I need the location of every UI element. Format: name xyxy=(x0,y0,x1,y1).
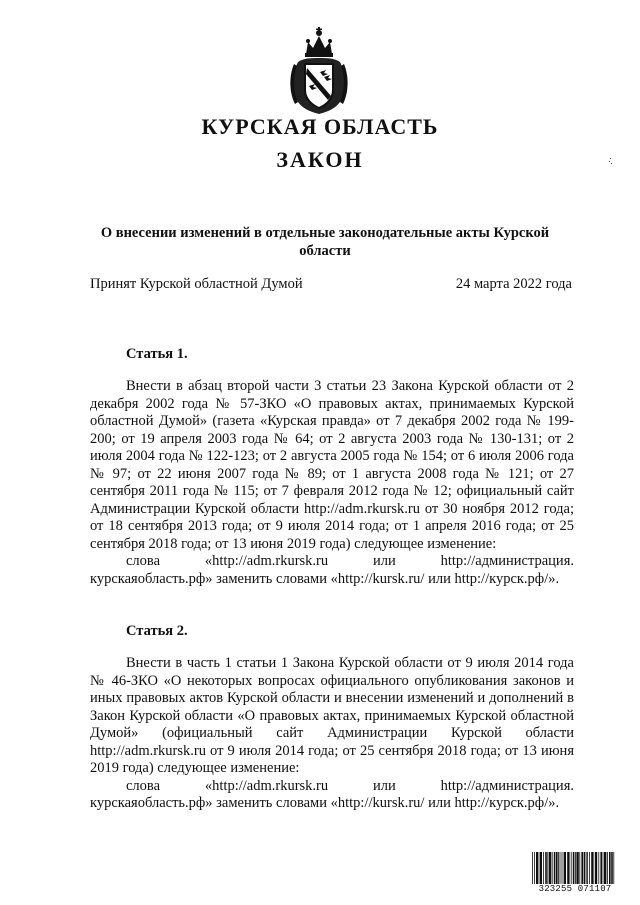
article-2-body xyxy=(90,655,574,813)
barcode-bar xyxy=(564,852,566,884)
barcode-bar xyxy=(604,852,606,884)
barcode-bar xyxy=(576,852,578,884)
article-1-body xyxy=(90,378,574,588)
barcode-bar xyxy=(589,852,590,884)
barcode-bar xyxy=(573,852,575,884)
document-type: ЗАКОН xyxy=(276,147,364,172)
article-2-paragraph-2: слова «http://adm.rkursk.ru или http://администрация. курскаяобласть.рф» заменить словами «http://kursk.ru/ или http://курск.рф/». xyxy=(90,777,574,811)
barcode-bar xyxy=(609,852,611,884)
barcode-bar xyxy=(547,852,548,884)
article-2-heading: Статья 2. xyxy=(126,623,188,639)
region-title: КУРСКАЯ ОБЛАСТЬ xyxy=(201,114,439,139)
barcode-bar xyxy=(607,852,608,884)
barcode-bar xyxy=(556,852,558,884)
barcode-bar xyxy=(536,852,538,884)
barcode-bar xyxy=(581,852,583,884)
scan-speck xyxy=(609,158,612,164)
barcode-number: 323255 071107 xyxy=(531,884,619,894)
law-title: О внесении изменений в отдельные законодательные акты Курской области xyxy=(100,225,550,259)
barcode-bar xyxy=(532,852,533,884)
barcode-bar xyxy=(587,852,588,884)
barcode-bar xyxy=(611,852,613,884)
barcode-bar xyxy=(584,852,586,884)
barcode-bar xyxy=(554,852,556,884)
barcode-bar xyxy=(571,852,572,884)
article-1-paragraph-2: слова «http://adm.rkursk.ru или http://администрация. курскаяобласть.рф» заменить словами «http://kursk.ru/ или http://курск.рф/». xyxy=(90,553,574,587)
article-1-heading: Статья 1. xyxy=(126,346,188,362)
barcode-bar xyxy=(543,852,544,884)
barcode-bar xyxy=(598,852,599,884)
barcode-bar xyxy=(595,852,597,884)
barcode-bar xyxy=(591,852,593,884)
barcode-bar xyxy=(549,852,551,884)
barcode-bar xyxy=(558,852,559,884)
barcode-bar xyxy=(586,852,587,884)
barcode-bar xyxy=(579,852,580,884)
barcode-bar xyxy=(560,852,561,884)
barcode-bar xyxy=(540,852,542,884)
barcode-bar xyxy=(552,852,553,884)
barcode-bar xyxy=(545,852,547,884)
barcode-bar xyxy=(534,852,535,884)
coat-of-arms-emblem xyxy=(288,24,350,116)
barcode-bar xyxy=(600,852,602,884)
barcode-bar xyxy=(575,852,576,884)
adopted-by: Принят Курской областной Думой xyxy=(90,276,303,292)
barcode-bar xyxy=(567,852,569,884)
barcode-bar xyxy=(562,852,563,884)
barcode-bar xyxy=(613,852,614,884)
barcode-bar xyxy=(603,852,604,884)
article-1-paragraph-1: Внести в абзац второй части 3 статьи 23 Закона Курской области от 2 декабря 2002 года № 57-ЗКО «О правовых актах, принимаемых Курской областной Думой» (газета «Курская правда» от 7 декабря 2002 года № 199-200; от 19 апреля 2003 года № 64; от 2 августа 2003 года № 130-131; от 2 июля 2004 года № 122-123; от 2 августа 2005 года № 154; от 6 июля 2006 года № 97; от 22 июня 2007 года № 89; от 1 августа 2008 года № 121; от 27 сентября 2011 года № 115; от 7 февраля 2012 года № 12; официальный сайт Администрации Курской области http://adm.rkursk.ru от 30 ноября 2012 года; от 18 сентября 2013 года; от 9 июля 2014 года; от 1 апреля 2016 года; от 25 сентября 2018 года; от 13 июня 2019 года) следующее изменение: xyxy=(90,378,574,552)
adoption-date: 24 марта 2022 года xyxy=(455,276,572,292)
article-2-paragraph-1: Внести в часть 1 статьи 1 Закона Курской области от 9 июля 2014 года № 46-ЗКО «О некоторых вопросах официального опубликования законов и иных правовых актов Курской области и внесении изменений и дополнений в Закон Курской области «О правовых актах, принимаемых Курской областной Думой» (официальный сайт Администрации Курской области http://adm.rkursk.ru от 9 июля 2014 года; от 25 сентября 2018 года; от 13 июня 2019 года) следующее изменение: xyxy=(90,655,574,776)
